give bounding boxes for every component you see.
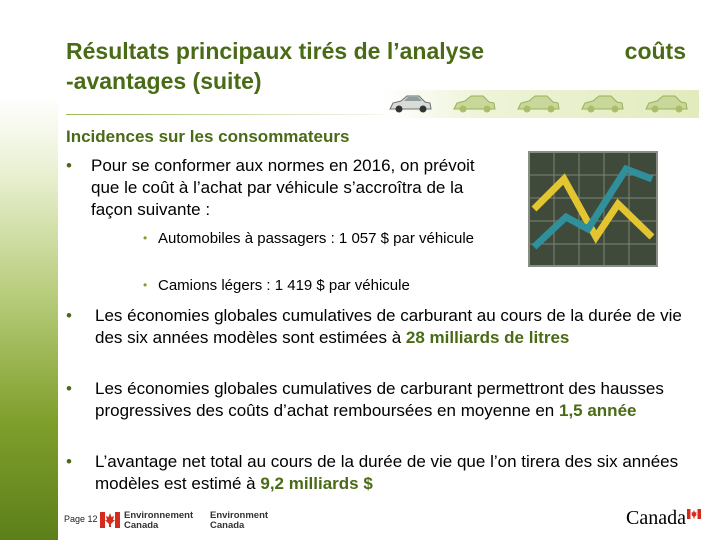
bullet-text: Pour se conformer aux normes en 2016, on prévoit que le coût à l’achat par véhicule s’accroîtra de la façon suivante : [91,156,475,219]
sub-bullet-text: Camions légers : 1 419 $ par véhicule [158,277,410,294]
car-icon [387,93,433,115]
car-icon [451,93,497,115]
title-line-1: Résultats principaux tirés de l’analyse [66,38,484,64]
org-en-line1: Environnement [124,510,194,521]
bullet-marker: • [66,156,72,175]
sub-bullet-text: Automobiles à passagers : 1 057 $ par véhicule [158,230,475,247]
sub-bullet-passenger-cars [143,229,483,248]
footer-org-fr [210,511,268,531]
bullet-text-wrap [95,305,688,349]
title-underline [66,114,426,115]
bullet-marker: • [66,306,72,325]
slide-title [66,36,696,96]
car-icon [515,93,561,115]
bullet-net-benefit [66,451,688,495]
org-en-line2: Canada [124,520,159,531]
sub-bullet-marker: • [143,278,148,292]
title-line-2: -avantages (suite) [66,68,262,94]
bullet-fuel-savings [66,305,688,349]
bullet-marker: • [66,452,72,471]
org-fr-line1: Environment [210,510,269,521]
page-number: Page 12 [64,514,98,524]
car-strip [383,90,699,118]
bullet-highlight: 1,5 année [558,401,637,420]
bullet-text-wrap [95,378,688,422]
section-subtitle: Incidences sur les consommateurs [66,127,350,146]
footer-org-en [124,511,193,531]
org-fr-line2: Canada [210,520,245,531]
bullet-highlight: 9,2 milliards $ [260,474,373,493]
bullet-payback [66,378,688,422]
title-costs: coûts [624,38,686,64]
sub-bullet-marker: • [143,231,148,245]
maple-leaf-icon [687,509,701,519]
bullet-text: Les économies globales cumulatives de carburant permettront des hausses progressives des coûts d’achat remboursées en moyenne en [95,379,664,420]
trend-chart-icon [526,149,660,269]
bullet-text-wrap [95,451,688,495]
canada-wordmark: Canada [626,507,686,529]
bullet-text: L’avantage net total au cours de la durée de vie que l’on tirera des six années modèles est estimé à [95,452,679,493]
bullet-highlight: 28 milliards de litres [405,328,570,347]
bullet-purchase-cost [66,155,486,221]
car-icon [643,93,689,115]
sub-bullet-light-trucks [143,276,483,295]
bullet-text: Les économies globales cumulatives de carburant au cours de la durée de vie des six années modèles sont estimées à [95,306,682,347]
left-gradient-bar [0,0,58,540]
car-icon [579,93,625,115]
bullet-marker: • [66,379,72,398]
maple-leaf-icon [100,510,120,530]
